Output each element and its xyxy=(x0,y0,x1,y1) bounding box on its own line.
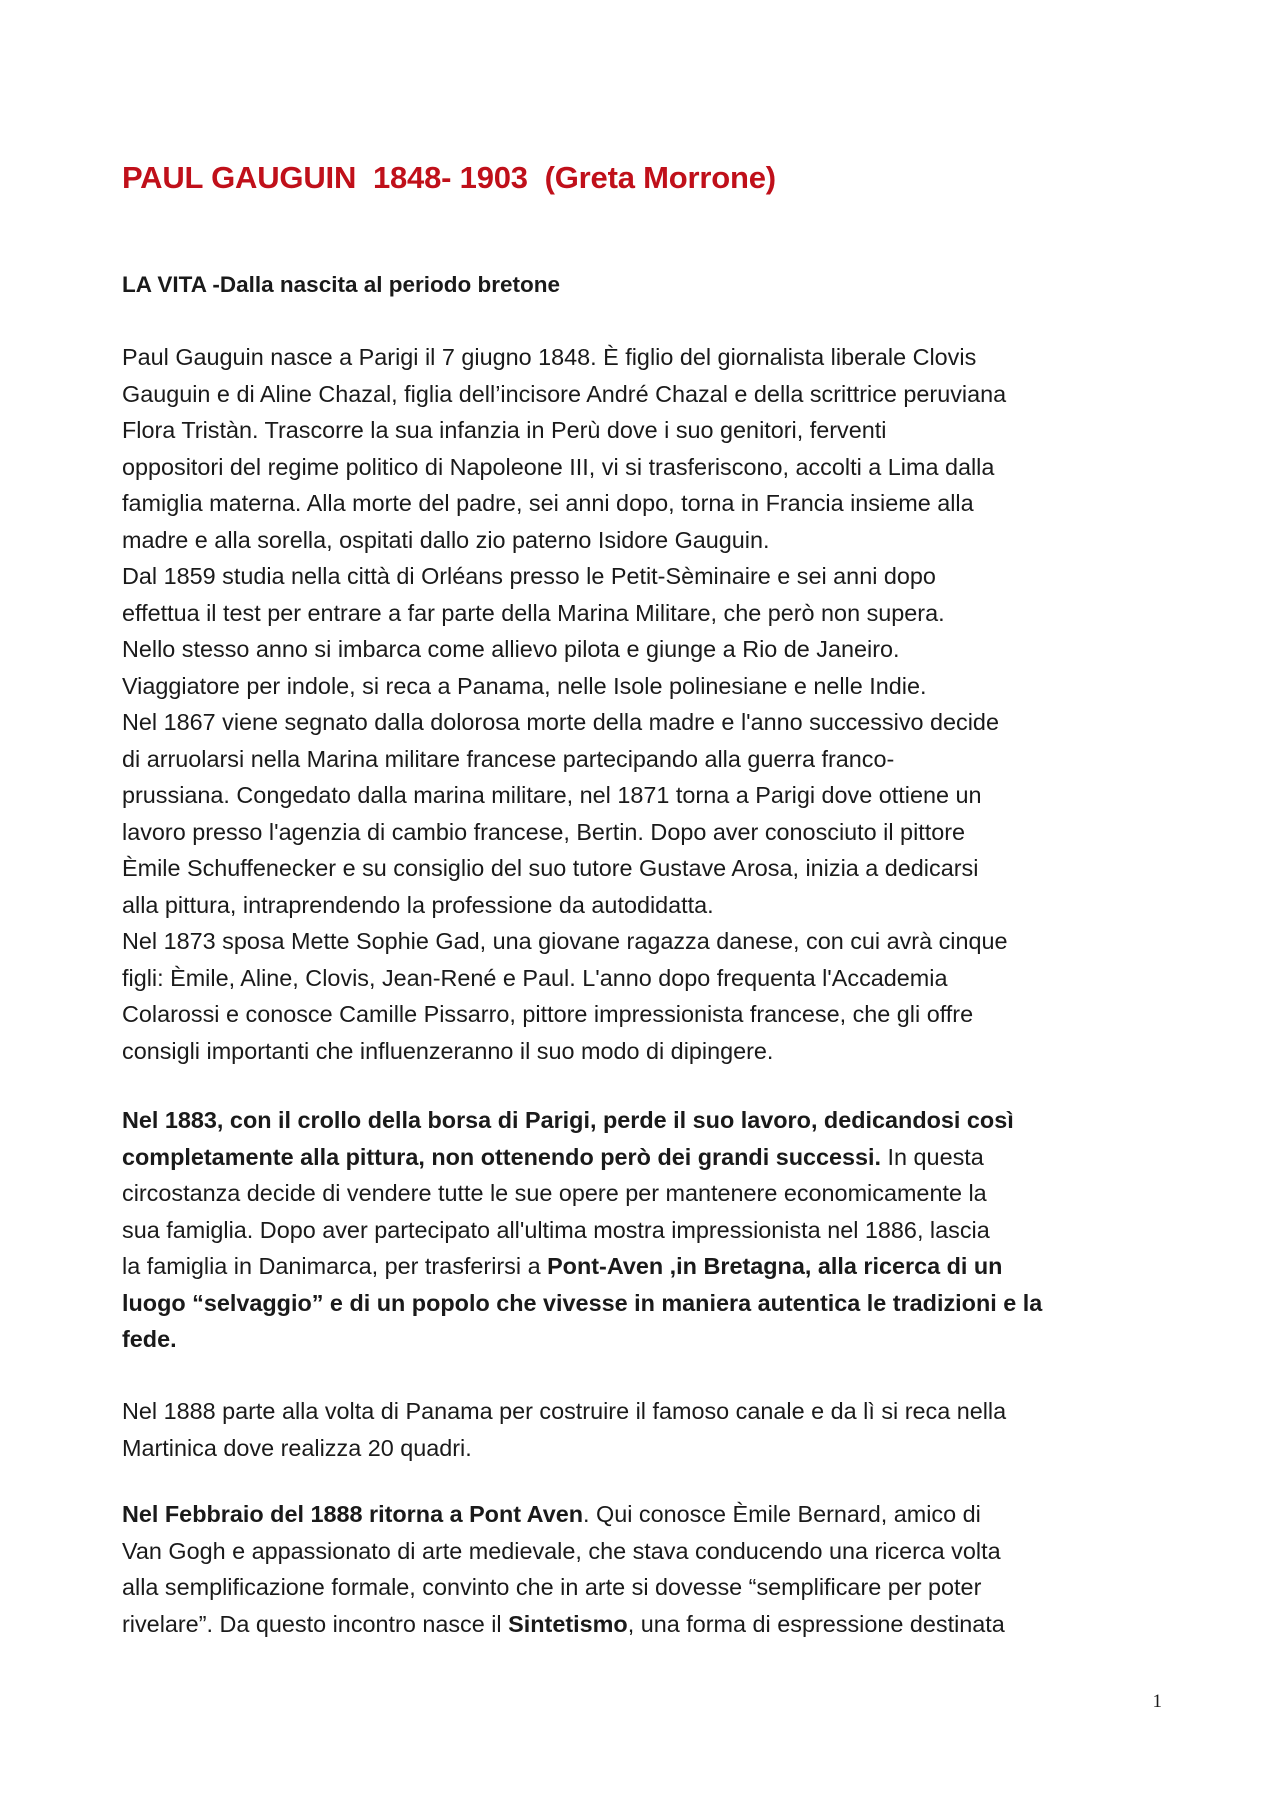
text-line: Nel 1873 sposa Mette Sophie Gad, una giovane ragazza danese, con cui avrà cinque xyxy=(122,928,1008,954)
text-line: Paul Gauguin nasce a Parigi il 7 giugno 1848. È figlio del giornalista liberale Clovis xyxy=(122,344,977,370)
text-line: Nel 1867 viene segnato dalla dolorosa morte della madre e l'anno successivo decide xyxy=(122,709,999,735)
section-heading: LA VITA -Dalla nascita al periodo bretone xyxy=(122,272,560,297)
text-line: consigli importanti che influenzeranno il suo modo di dipingere. xyxy=(122,1037,774,1064)
text-line xyxy=(122,1496,1172,1533)
text-line: alla semplificazione formale, convinto che in arte si dovesse “semplificare per poter xyxy=(122,1574,982,1600)
text-line: oppositori del regime politico di Napoleone III, vi si trasferiscono, accolti a Lima dalla xyxy=(122,453,995,480)
text-line: Van Gogh e appassionato di arte medievale, che stava conducendo una ricerca volta xyxy=(122,1537,1001,1564)
text-line: Nello stesso anno si imbarca come allievo pilota e giunge a Rio de Janeiro. xyxy=(122,636,900,662)
text-line: lavoro presso l'agenzia di cambio francese, Bertin. Dopo aver conosciuto il pittore xyxy=(122,818,966,845)
text-line: di arruolarsi nella Marina militare francese partecipando alla guerra franco- xyxy=(122,745,895,772)
paragraph-panama xyxy=(122,1393,1172,1466)
text-line: sua famiglia. Dopo aver partecipato all'ultima mostra impressionista nel 1886, lascia xyxy=(122,1216,990,1243)
text-line: Gauguin e di Aline Chazal, figlia dell’incisore André Chazal e della scrittrice peruviana xyxy=(122,380,1007,407)
text-line: Colarossi e conosce Camille Pissarro, pittore impressionista francese, che gli offre xyxy=(122,1001,974,1027)
text-line: madre e alla sorella, ospitati dallo zio paterno Isidore Gauguin. xyxy=(122,526,770,553)
text-line: Viaggiatore per indole, si reca a Panama, nelle Isole polinesiane e nelle Indie. xyxy=(122,672,927,699)
text-run: la famiglia in Danimarca, per trasferirsi a xyxy=(122,1253,548,1279)
paragraph-1883 xyxy=(122,1102,1172,1358)
bold-text-line: luogo “selvaggio” e di un popolo che vivesse in maniera autentica le tradizioni e la xyxy=(122,1289,1043,1316)
paragraph-pont-aven xyxy=(122,1496,1172,1642)
text-line: Èmile Schuffenecker e su consiglio del suo tutore Gustave Arosa, inizia a dedicarsi xyxy=(122,855,979,881)
bold-text: Pont-Aven ,in Bretagna, alla ricerca di un xyxy=(547,1253,1003,1279)
text-line xyxy=(122,1139,1172,1176)
text-line: Nel 1888 parte alla volta di Panama per costruire il famoso canale e da lì si reca nella xyxy=(122,1398,1007,1424)
text-line xyxy=(122,1606,1172,1643)
text-line: famiglia materna. Alla morte del padre, sei anni dopo, torna in Francia insieme alla xyxy=(122,490,974,516)
bold-text: Sintetismo xyxy=(508,1610,628,1637)
bold-text-line: fede. xyxy=(122,1326,177,1352)
text-line: effettua il test per entrare a far parte della Marina Militare, che però non supera. xyxy=(122,599,945,626)
text-line xyxy=(122,1248,1172,1285)
page-title: PAUL GAUGUIN 1848- 1903 (Greta Morrone) xyxy=(122,160,776,195)
bold-text: completamente alla pittura, non ottenendo però dei grandi successi. xyxy=(122,1143,882,1170)
text-line: figli: Èmile, Aline, Clovis, Jean-René e Paul. L'anno dopo frequenta l'Accademia xyxy=(122,964,948,991)
text-run: rivelare”. Da questo incontro nasce il xyxy=(122,1610,509,1637)
bold-text-line: Nel 1883, con il crollo della borsa di Parigi, perde il suo lavoro, dedicandosi così xyxy=(122,1107,1014,1133)
text-line: Flora Tristàn. Trascorre la sua infanzia in Perù dove i suo genitori, ferventi xyxy=(122,417,887,443)
text-line: Martinica dove realizza 20 quadri. xyxy=(122,1434,472,1461)
page-number: 1 xyxy=(1152,1691,1162,1712)
text-run: , una forma di espressione destinata xyxy=(627,1610,1005,1637)
text-line: prussiana. Congedato dalla marina militare, nel 1871 torna a Parigi dove ottiene un xyxy=(122,782,982,808)
text-line: circostanza decide di vendere tutte le sue opere per mantenere economicamente la xyxy=(122,1180,987,1206)
text-line: Dal 1859 studia nella città di Orléans presso le Petit-Sèminaire e sei anni dopo xyxy=(122,563,936,589)
paragraph-life-early xyxy=(122,339,1172,1069)
text-line: alla pittura, intraprendendo la professione da autodidatta. xyxy=(122,891,714,918)
text-run: . Qui conosce Èmile Bernard, amico di xyxy=(583,1501,981,1527)
text-run: In questa xyxy=(881,1143,984,1170)
bold-text: Nel Febbraio del 1888 ritorna a Pont Aven xyxy=(122,1501,584,1527)
